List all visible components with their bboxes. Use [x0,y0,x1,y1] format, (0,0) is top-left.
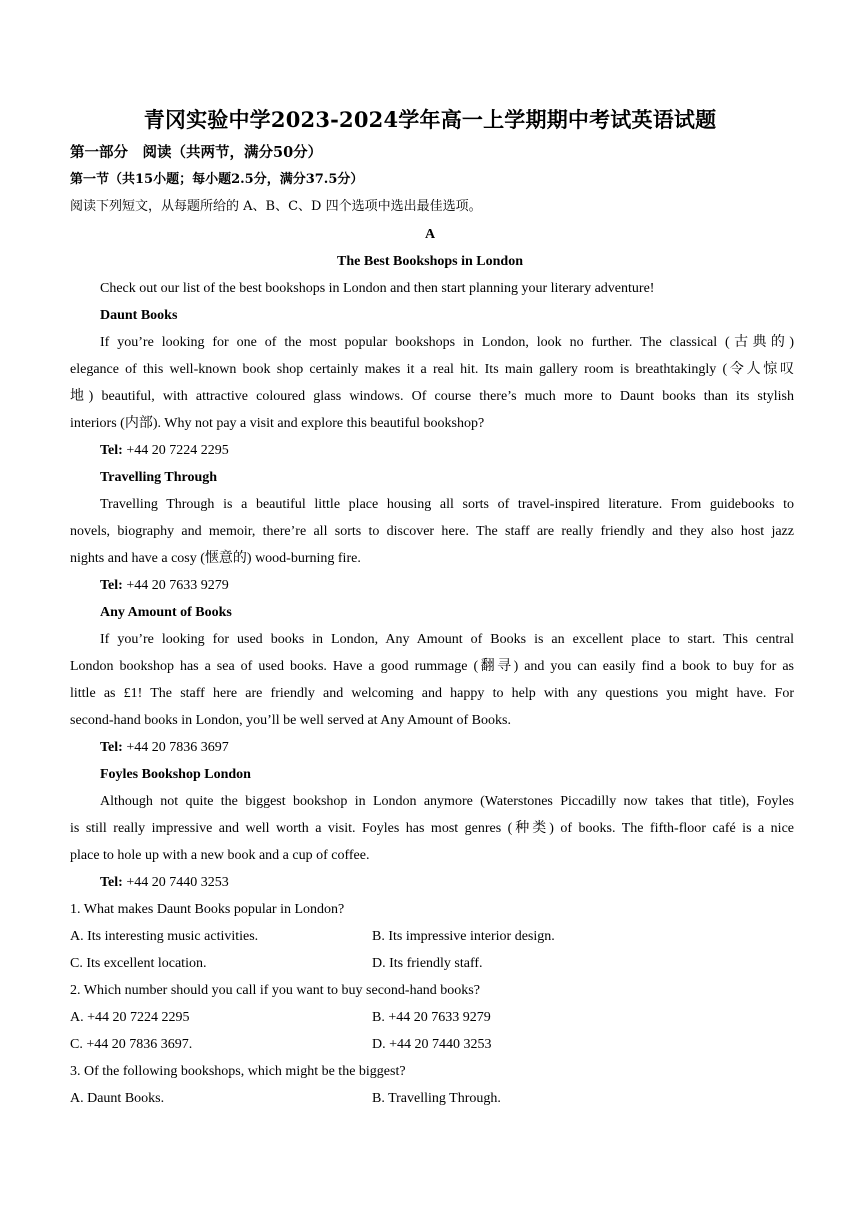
section-heading: 第一节（共15小题；每小题2.5分，满分37.5分） [70,172,364,187]
tel-number: +44 20 7440 3253 [122,875,229,890]
option-a: A. Daunt Books. [70,1091,165,1106]
paragraph-line: If you’re looking for used books in London, Any Amount of Books is an excellent place to start. This central [100,632,794,647]
tel-label: Tel: [100,875,123,890]
option-d: D. +44 20 7440 3253 [372,1037,492,1052]
passage-letter: A [424,227,436,242]
shop-tel [100,869,794,896]
paragraph-line: elegance of this well-known book shop certainly makes it a real hit. Its main gallery room is breathtakingly (令人惊叹 [70,362,794,377]
shop-name: Any Amount of Books [100,605,232,620]
paragraph-line: novels, biography and memoir, there’re all sorts to discover here. The staff are really friendly and they also host jazz [70,524,794,539]
shop-name: Foyles Bookshop London [100,767,251,782]
option-c: C. Its excellent location. [70,956,207,971]
tel-number: +44 20 7224 2295 [122,443,229,458]
shop-tel [100,734,794,761]
tel-number: +44 20 7836 3697 [122,740,229,755]
option-b: B. +44 20 7633 9279 [372,1010,491,1025]
option-b: B. Its impressive interior design. [372,929,555,944]
paragraph-line: Travelling Through is a beautiful little place housing all sorts of travel-inspired literature. From guidebooks to [100,497,794,512]
question-stem: 2. Which number should you call if you want to buy second-hand books? [70,983,480,998]
paragraph-line: Although not quite the biggest bookshop in London anymore (Waterstones Piccadilly now takes that title), Foyles [100,794,794,809]
tel-label: Tel: [100,443,123,458]
paragraph-line: If you’re looking for one of the most popular bookshops in London, look no further. The classical (古典的) [100,335,794,350]
tel-number: +44 20 7633 9279 [122,578,229,593]
shop-tel [100,437,794,464]
option-d: D. Its friendly staff. [372,956,483,971]
option-c: C. +44 20 7836 3697. [70,1037,193,1052]
paragraph-line: second-hand books in London, you’ll be well served at Any Amount of Books. [70,713,511,728]
instruction: 阅读下列短文，从每题所给的 A、B、C、D 四个选项中选出最佳选项。 [70,199,482,214]
question-stem: 1. What makes Daunt Books popular in London? [70,902,345,917]
option-a: A. Its interesting music activities. [70,929,259,944]
question-stem: 3. Of the following bookshops, which might be the biggest? [70,1064,406,1079]
shop-name: Daunt Books [100,308,178,323]
option-a: A. +44 20 7224 2295 [70,1010,190,1025]
paragraph-line: little as £1! The staff here are friendly and welcoming and happy to help with any questions you might have. For [70,686,794,701]
exam-title: 青冈实验中学2023-2024学年高一上学期期中考试英语试题 [143,107,717,132]
tel-label: Tel: [100,740,123,755]
shop-tel [100,572,794,599]
paragraph-line: place to hole up with a new book and a cup of coffee. [70,848,370,863]
paragraph-line: 地) beautiful, with attractive coloured glass windows. Of course there’s much more to Daunt books than its stylish [70,389,794,404]
tel-label: Tel: [100,578,123,593]
passage-intro: Check out our list of the best bookshops in London and then start planning your literary adventure! [100,281,655,296]
paragraph-line: is still really impressive and well worth a visit. Foyles has most genres (种类) of books. The fifth-floor café is a nice [70,821,794,836]
passage-title: The Best Bookshops in London [337,254,523,269]
paragraph-line: London bookshop has a sea of used books. Have a good rummage (翻寻) and you can easily find a book to buy for as [70,659,794,674]
paragraph-line: interiors (内部). Why not pay a visit and explore this beautiful bookshop? [70,416,485,431]
part-heading: 第一部分 阅读（共两节，满分50分） [70,144,323,161]
shop-name: Travelling Through [100,470,218,485]
option-b: B. Travelling Through. [372,1091,501,1106]
paragraph-line: nights and have a cosy (惬意的) wood-burning fire. [70,551,361,566]
